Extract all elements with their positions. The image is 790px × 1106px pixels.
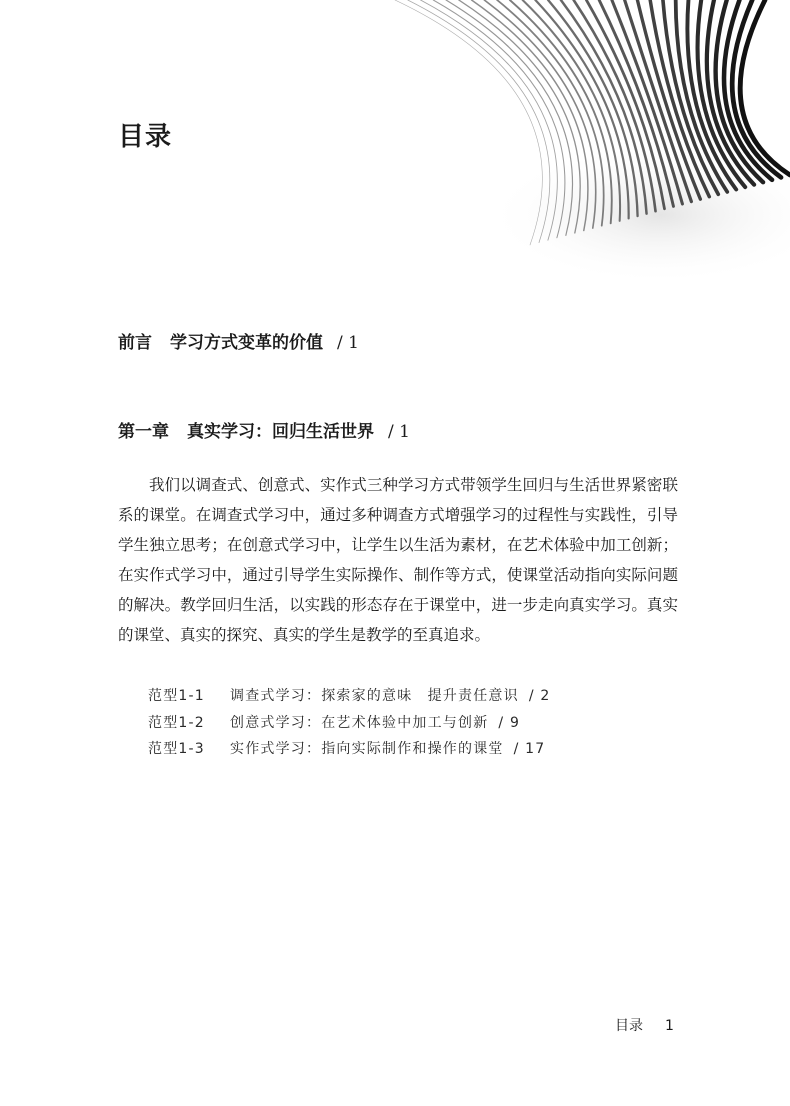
chapter-1-summary: 我们以调查式、创意式、实作式三种学习方式带领学生回归与生活世界紧密联系的课堂。在调查式学习中，通过多种调查方式增强学习的过程性与实践性，引导学生独立思考；在创意式学习中，让学生以生活为素材，在艺术体验中加工创新；在实作式学习中，通过引导学生实际操作、制作等方式，使课堂活动指向实际问题的解决。教学回归生活，以实践的形态存在于课堂中，进一步走向真实学习。真实的课堂、真实的探究、真实的学生是教学的至真追求。 [118, 476, 678, 644]
preface-page: / 1 [337, 333, 359, 353]
chapter-1-label: 第一章 [118, 422, 169, 442]
section-title: 调查式学习：探索家的意味 提升责任意识 [230, 688, 519, 704]
section-entry [148, 710, 551, 737]
section-page: / 2 [528, 688, 551, 704]
page-title: 目录 [118, 122, 173, 152]
section-code: 范型1-1 [148, 688, 205, 704]
chapter-1-entry [118, 417, 410, 442]
chapter-1-page: / 1 [388, 422, 410, 442]
preface-title: 学习方式变革的价值 [170, 333, 323, 353]
chapter-1-section-list [148, 683, 551, 763]
chapter-1-title: 真实学习：回归生活世界 [187, 422, 374, 442]
section-entry [148, 683, 551, 710]
section-entry [148, 736, 551, 763]
footer-label: 目录 [615, 1018, 643, 1034]
section-code: 范型1-3 [148, 741, 205, 757]
section-title: 创意式学习：在艺术体验中加工与创新 [230, 714, 489, 731]
section-page: / 9 [498, 714, 521, 731]
section-page: / 17 [513, 741, 546, 757]
page-footer [615, 1015, 674, 1035]
preface-label: 前言 [118, 333, 152, 353]
page-number: 1 [665, 1018, 674, 1034]
section-title: 实作式学习：指向实际制作和操作的课堂 [230, 741, 504, 757]
curl-line [740, 0, 790, 175]
section-code: 范型1-2 [148, 714, 205, 731]
preface-entry [118, 328, 359, 353]
